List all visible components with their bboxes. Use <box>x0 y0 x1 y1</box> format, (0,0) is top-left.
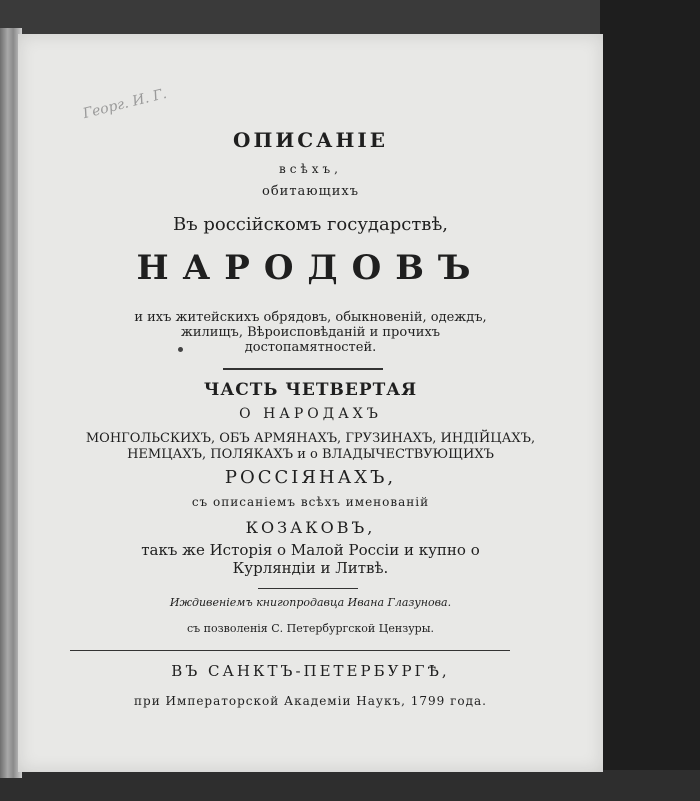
imprint-press: при Императорской Академіи Наукъ, 1799 года. <box>134 694 487 708</box>
title-page <box>18 34 603 772</box>
with-description-line: съ описаніемъ всѣхъ именованій <box>191 495 430 509</box>
censorship-line: съ позволенія С. Петербургской Цензуры. <box>187 622 434 635</box>
handwritten-annotation: Георг. И. Г. <box>81 85 169 123</box>
backdrop-bottom <box>0 770 700 801</box>
peoples-line-2: НЕМЦАХЪ, ПОЛЯКАХЪ и о ВЛАДЫЧЕСТВУЮЩИХЪ <box>127 447 494 462</box>
short-divider-rule <box>258 588 358 589</box>
backdrop-top <box>0 0 700 34</box>
cossacks-heading: КОЗАКОВЪ, <box>245 518 376 537</box>
title-line-3: обитающихъ <box>262 184 359 199</box>
peoples-line-1: МОНГОЛЬСКИХЪ, ОБЪ АРМЯНАХЪ, ГРУЗИНАХЪ, ИНДІЙЦАХЪ, <box>85 431 536 446</box>
divider-rule <box>223 368 383 370</box>
russians-heading: РОССІЯНАХЪ, <box>224 467 397 488</box>
publisher-line: Иждивеніемъ книгопродавца Ивана Глазунова. <box>169 596 452 609</box>
history-line-1: такъ же Исторія о Малой Россіи и купно о <box>141 541 480 559</box>
description-line-3: достопамятностей. <box>244 340 377 355</box>
history-line-2: Курляндіи и Литвѣ. <box>232 559 389 577</box>
title-main-word: НАРОДОВЪ <box>136 248 485 288</box>
description-line-1: и ихъ житейскихъ обрядовъ, обыкновеній, одеждъ, <box>134 310 487 325</box>
part-about: О НАРОДАХЪ <box>239 406 382 422</box>
title-line-2: всѣхъ, <box>279 162 342 176</box>
title-line-1: ОПИСАНІЕ <box>233 128 388 152</box>
description-line-2: жилищъ, Вѣроисповѣданій и прочихъ <box>180 325 441 340</box>
title-line-4: Въ россійскомъ государствѣ, <box>172 214 449 235</box>
imprint-city: ВЪ САНКТЪ-ПЕТЕРБУРГѢ, <box>171 662 450 680</box>
part-heading: ЧАСТЬ ЧЕТВЕРТАЯ <box>203 380 418 400</box>
backdrop-right <box>600 0 700 801</box>
imprint-divider-rule <box>70 650 510 651</box>
